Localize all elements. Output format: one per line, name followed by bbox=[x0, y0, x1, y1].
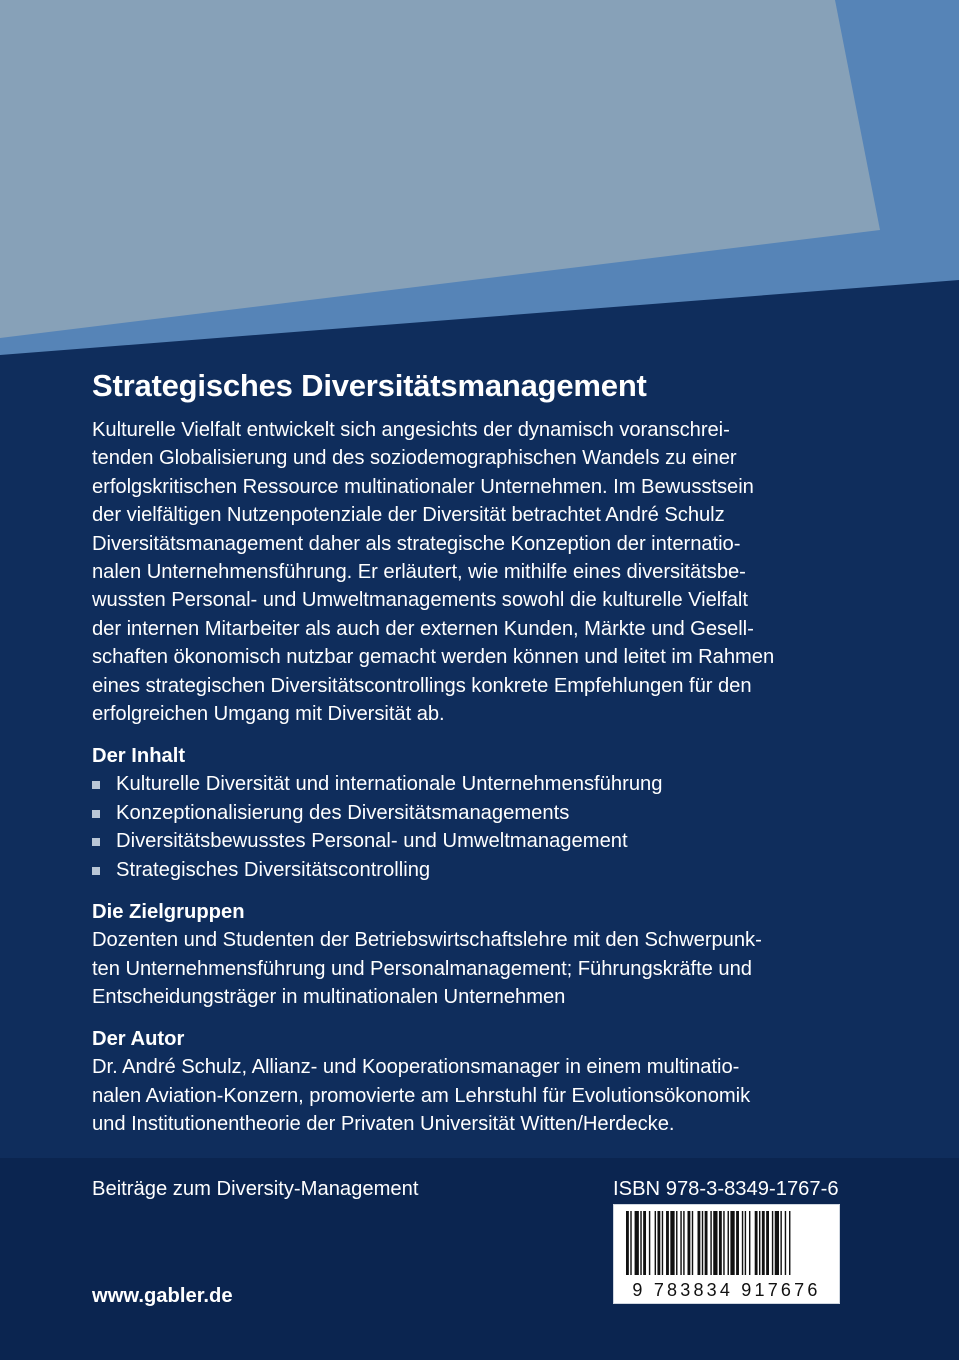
description-line: eines strategischen Diversitätscontrollings konkrete Empfehlungen für den bbox=[92, 674, 752, 697]
barcode-bar bbox=[713, 1211, 717, 1275]
barcode-bar bbox=[749, 1211, 750, 1275]
barcode-bar bbox=[730, 1211, 734, 1275]
isbn-barcode bbox=[613, 1204, 840, 1304]
barcode-bar bbox=[692, 1211, 693, 1275]
book-title: Strategisches Diversitätsmanagement bbox=[92, 368, 647, 403]
list-item-label: Diversitätsbewusstes Personal- und Umweltmanagement bbox=[116, 830, 628, 853]
square-bullet-icon bbox=[92, 781, 100, 789]
barcode-bars-icon bbox=[614, 1205, 839, 1279]
description-line: Diversitätsmanagement daher als strategische Konzeption der internatio- bbox=[92, 532, 741, 555]
isbn-number: ISBN 978-3-8349-1767-6 bbox=[613, 1178, 839, 1200]
barcode-bar bbox=[680, 1211, 681, 1275]
barcode-bar bbox=[662, 1211, 663, 1275]
barcode-bar bbox=[655, 1211, 656, 1275]
barcode-bar bbox=[719, 1211, 722, 1275]
list-item bbox=[92, 856, 862, 884]
author-line: und Institutionentheorie der Privaten Universität Witten/Herdecke. bbox=[92, 1113, 675, 1136]
barcode-bar bbox=[683, 1211, 684, 1275]
barcode-bar bbox=[626, 1211, 629, 1275]
barcode-bar bbox=[649, 1211, 650, 1275]
list-item-label: Kulturelle Diversität und internationale Unternehmensführung bbox=[116, 773, 663, 796]
barcode-bar bbox=[666, 1211, 669, 1275]
author-section bbox=[92, 1025, 862, 1138]
barcode-bar bbox=[630, 1211, 631, 1275]
list-item bbox=[92, 827, 862, 855]
square-bullet-icon bbox=[92, 810, 100, 818]
list-item bbox=[92, 770, 862, 798]
barcode-bar bbox=[736, 1211, 739, 1275]
author-line: nalen Aviation-Konzern, promovierte am Lehrstuhl für Evolutionsökonomik bbox=[92, 1084, 751, 1107]
barcode-bar bbox=[710, 1211, 711, 1275]
description-line: Kulturelle Vielfalt entwickelt sich angesichts der dynamisch voranschrei- bbox=[92, 419, 730, 441]
barcode-bar bbox=[640, 1211, 641, 1275]
barcode-bar bbox=[772, 1211, 773, 1275]
publisher-url: www.gabler.de bbox=[92, 1285, 233, 1307]
barcode-bar bbox=[702, 1211, 703, 1275]
contents-list bbox=[92, 770, 862, 884]
barcode-bar bbox=[687, 1211, 690, 1275]
square-bullet-icon bbox=[92, 838, 100, 846]
barcode-bar bbox=[762, 1211, 765, 1275]
description-line: nalen Unternehmensführung. Er erläutert, wie mithilfe eines diversitätsbe- bbox=[92, 561, 746, 584]
barcode-bar bbox=[670, 1211, 674, 1275]
barcode-bar bbox=[785, 1211, 786, 1275]
description-line: tenden Globalisierung und des soziodemographischen Wandels zu einer bbox=[92, 447, 737, 470]
description-line: wussten Personal- und Umweltmanagements sowohl die kulturelle Vielfalt bbox=[92, 589, 748, 612]
barcode-bar bbox=[728, 1211, 729, 1275]
barcode-bar bbox=[775, 1211, 779, 1275]
barcode-bar bbox=[755, 1211, 758, 1275]
description-line: der internen Mitarbeiter als auch der externen Kunden, Märkte und Gesell- bbox=[92, 617, 754, 640]
square-bullet-icon bbox=[92, 867, 100, 875]
barcode-bar bbox=[745, 1211, 746, 1275]
series-name: Beiträge zum Diversity-Management bbox=[92, 1178, 419, 1200]
audience-line: ten Unternehmensführung und Personalmanagement; Führungskräfte und bbox=[92, 957, 752, 980]
barcode-bar bbox=[635, 1211, 639, 1275]
audience-line: Entscheidungsträger in multinationalen Unternehmen bbox=[92, 985, 566, 1008]
contents-section bbox=[92, 742, 862, 884]
barcode-bar bbox=[759, 1211, 760, 1275]
author-heading: Der Autor bbox=[92, 1028, 185, 1051]
author-text bbox=[92, 1053, 862, 1138]
barcode-bar bbox=[676, 1211, 677, 1275]
barcode-bar bbox=[643, 1211, 646, 1275]
barcode-bar bbox=[766, 1211, 769, 1275]
description-line: der vielfältigen Nutzenpotenziale der Diversität betrachtet André Schulz bbox=[92, 504, 725, 527]
contents-heading: Der Inhalt bbox=[92, 745, 186, 768]
description-line: erfolgskritischen Ressource multinationaler Unternehmen. Im Bewusstsein bbox=[92, 475, 754, 498]
barcode-bar bbox=[657, 1211, 660, 1275]
barcode-bar bbox=[780, 1211, 781, 1275]
description-line: schaften ökonomisch nutzbar gemacht werden können und leitet im Rahmen bbox=[92, 646, 775, 669]
audience-text bbox=[92, 926, 862, 1011]
barcode-bar bbox=[705, 1211, 708, 1275]
barcode-digits: 9 783834 917676 bbox=[632, 1280, 821, 1300]
barcode-bar bbox=[742, 1211, 743, 1275]
list-item-label: Strategisches Diversitätscontrolling bbox=[116, 858, 431, 881]
barcode-bar bbox=[723, 1211, 724, 1275]
barcode-bar bbox=[789, 1211, 790, 1275]
barcode-bar bbox=[698, 1211, 701, 1275]
book-description bbox=[92, 416, 862, 728]
description-line: erfolgreichen Umgang mit Diversität ab. bbox=[92, 703, 445, 726]
back-cover-text bbox=[92, 366, 862, 1139]
audience-line: Dozenten und Studenten der Betriebswirtschaftslehre mit den Schwerpunk- bbox=[92, 929, 762, 952]
list-item-label: Konzeptionalisierung des Diversitätsmanagements bbox=[116, 801, 570, 824]
author-line: Dr. André Schulz, Allianz- und Kooperationsmanager in einem multinatio- bbox=[92, 1056, 740, 1079]
audience-heading: Die Zielgruppen bbox=[92, 901, 245, 924]
list-item bbox=[92, 799, 862, 827]
audience-section bbox=[92, 898, 862, 1011]
